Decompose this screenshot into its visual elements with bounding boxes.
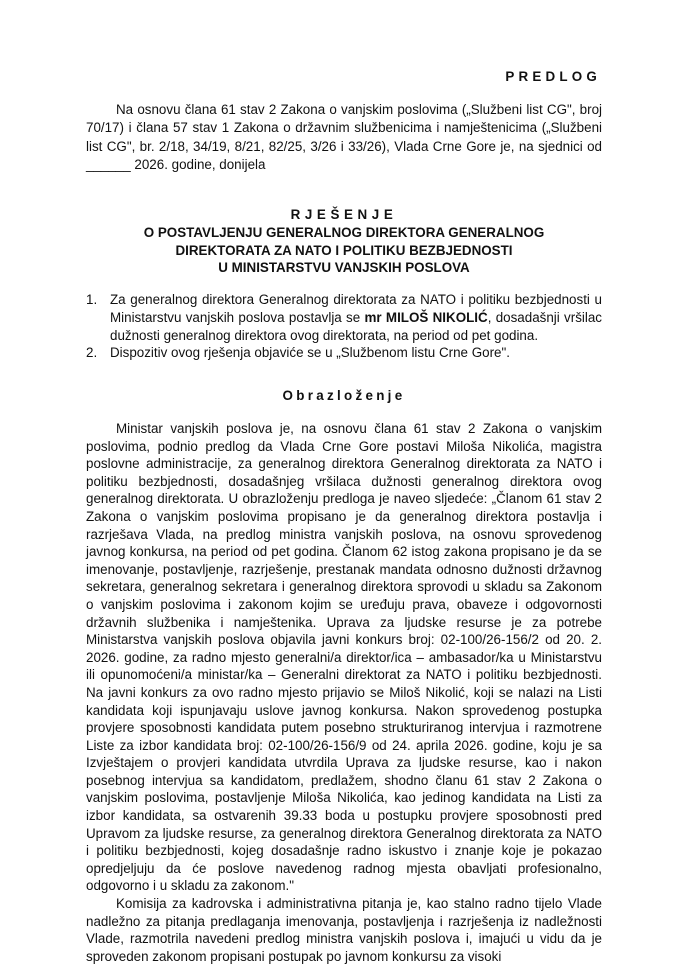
decision-title-line-3: DIREKTORATA ZA NATO I POLITIKU BEZBJEDNOSTI: [175, 242, 513, 258]
item-text: [110, 344, 602, 362]
item-text: [110, 291, 602, 344]
list-item: [86, 291, 602, 344]
decision-title-line-2: O POSTAVLJENJU GENERALNOG DIREKTORA GENERALNOG: [143, 224, 545, 240]
decision-title-line-4: U MINISTARSTVU VANJSKIH POSLOVA: [218, 260, 470, 276]
proposal-marker: PREDLOG: [505, 69, 601, 84]
legal-basis-intro: Na osnovu člana 61 stav 2 Zakona o vanjskim poslovima („Službeni list CG", broj 70/17) i člana 57 stav 1 Zakona o državnim službenicima i namještenicima („Službeni list CG", br. 2/18, 34/19, 8/21, 82/25, 3/26 i 33/26), Vlada Crne Gore je, na sjednici od ______ 2026. godine, donijela: [86, 102, 602, 173]
list-item: [86, 344, 602, 362]
decision-title: [86, 206, 602, 277]
item-number: 2.: [86, 345, 98, 361]
explanation-heading: Obrazloženje: [282, 388, 406, 403]
explanation-body: [86, 420, 602, 965]
appointee-name: mr MILOŠ NIKOLIĆ: [364, 309, 488, 325]
decision-title-line-1: RJEŠENJE: [290, 207, 398, 222]
item-text-after: , dosadašnji vršilac dužnosti generalnog direktora ovog direktorata, na period od pet godina.: [110, 309, 602, 343]
explanation-paragraph-1: Ministar vanjskih poslova je, na osnovu člana 61 stav 2 Zakona o vanjskim poslovima, podnio predlog da Vlada Crne Gore postavi Miloša Nikolića, magistra poslovne administracije, za generalnog direktora Generalnog direktorata za NATO i politiku bezbjednosti, dosadašnjeg vršilaca dužnosti generalnog direktora ovog generalnog direktorata. U obrazloženju predloga je naveo sljedeće: „Članom 61 stav 2 Zakona o vanjskim poslovima propisano je da generalnog direktora postavlja i razrješava Vlada, na predlog ministra vanjskih poslova, na osnovu sprovedenog javnog konkursa, na period od pet godina. Članom 62 istog zakona propisano je da se imenovanje, postavljenje, razrješenje, prestanak mandata odnosno dužnosti državnog sekretara, generalnog sekretara i generalnog direktora sprovodi u skladu sa Zakonom o vanjskim poslovima i zakonom kojim se uređuju prava, obaveze i odgovornosti državnih službenika i namještenika. Uprava za ljudske resurse je za potrebe Ministarstva vanjskih poslova objavila javni konkurs broj: 02-100/26-156/2 od 20. 2. 2026. godine, za radno mjesto generalni/a direktor/ica – ambasador/ka u Ministarstvu ili opunomoćeni/a ministar/ka – Generalni direktorat za NATO i politiku bezbjednosti. Na javni konkurs za ovo radno mjesto prijavio se Miloš Nikolić, koji se nalazi na Listi kandidata koji ispunjavaju uslove javnog konkursa. Nakon sprovedenog postupka provjere sposobnosti kandidata putem posebno strukturiranog intervjua i razmotrene Liste za izbor kandidata broj: 02-100/26-156/9 od 24. aprila 2026. godine, koju je sa Izvještajem o provjeri kandidata utvrdila Uprava za ljudske resurse, kao i nakon posebnog intervjua sa kandidatom, predlažem, shodno članu 61 stav 2 Zakona o vanjskim poslovima, postavljenje Miloša Nikolića, kao jedinog kandidata na Listi za izbor kandidata, sa ostvarenih 39.33 boda u postupku provjere sposobnosti pred Upravom za ljudske resurse, za generalnog direktora Generalnog direktorata za NATO i politiku bezbjednosti, kojeg dosadašnje radno iskustvo i znanje koje je pokazao opredjeljuju da će poslove navedenog radnog mjesta obavljati profesionalno, odgovorno i u skladu za zakonom.": [86, 421, 602, 894]
item-number: 1.: [86, 292, 98, 307]
item-text-before: Dispozitiv ovog rješenja objaviće se u „Službenom listu Crne Gore".: [110, 345, 510, 361]
decision-items: [86, 291, 602, 362]
explanation-paragraph-2: Komisija za kadrovska i administrativna pitanja je, kao stalno radno tijelo Vlade nadležno za pitanja predlaganja imenovanja, postavljenja i razrješenja iz nadležnosti Vlade, razmotrila navedeni predlog ministra vanjskih poslova i, imajući u vidu da je sproveden zakonom propisani postupak po javnom konkursu za visoki: [86, 896, 602, 964]
item-text-before: Za generalnog direktora Generalnog direktorata za NATO i politiku bezbjednosti u Ministarstvu vanjskih poslova postavlja se: [110, 292, 602, 325]
